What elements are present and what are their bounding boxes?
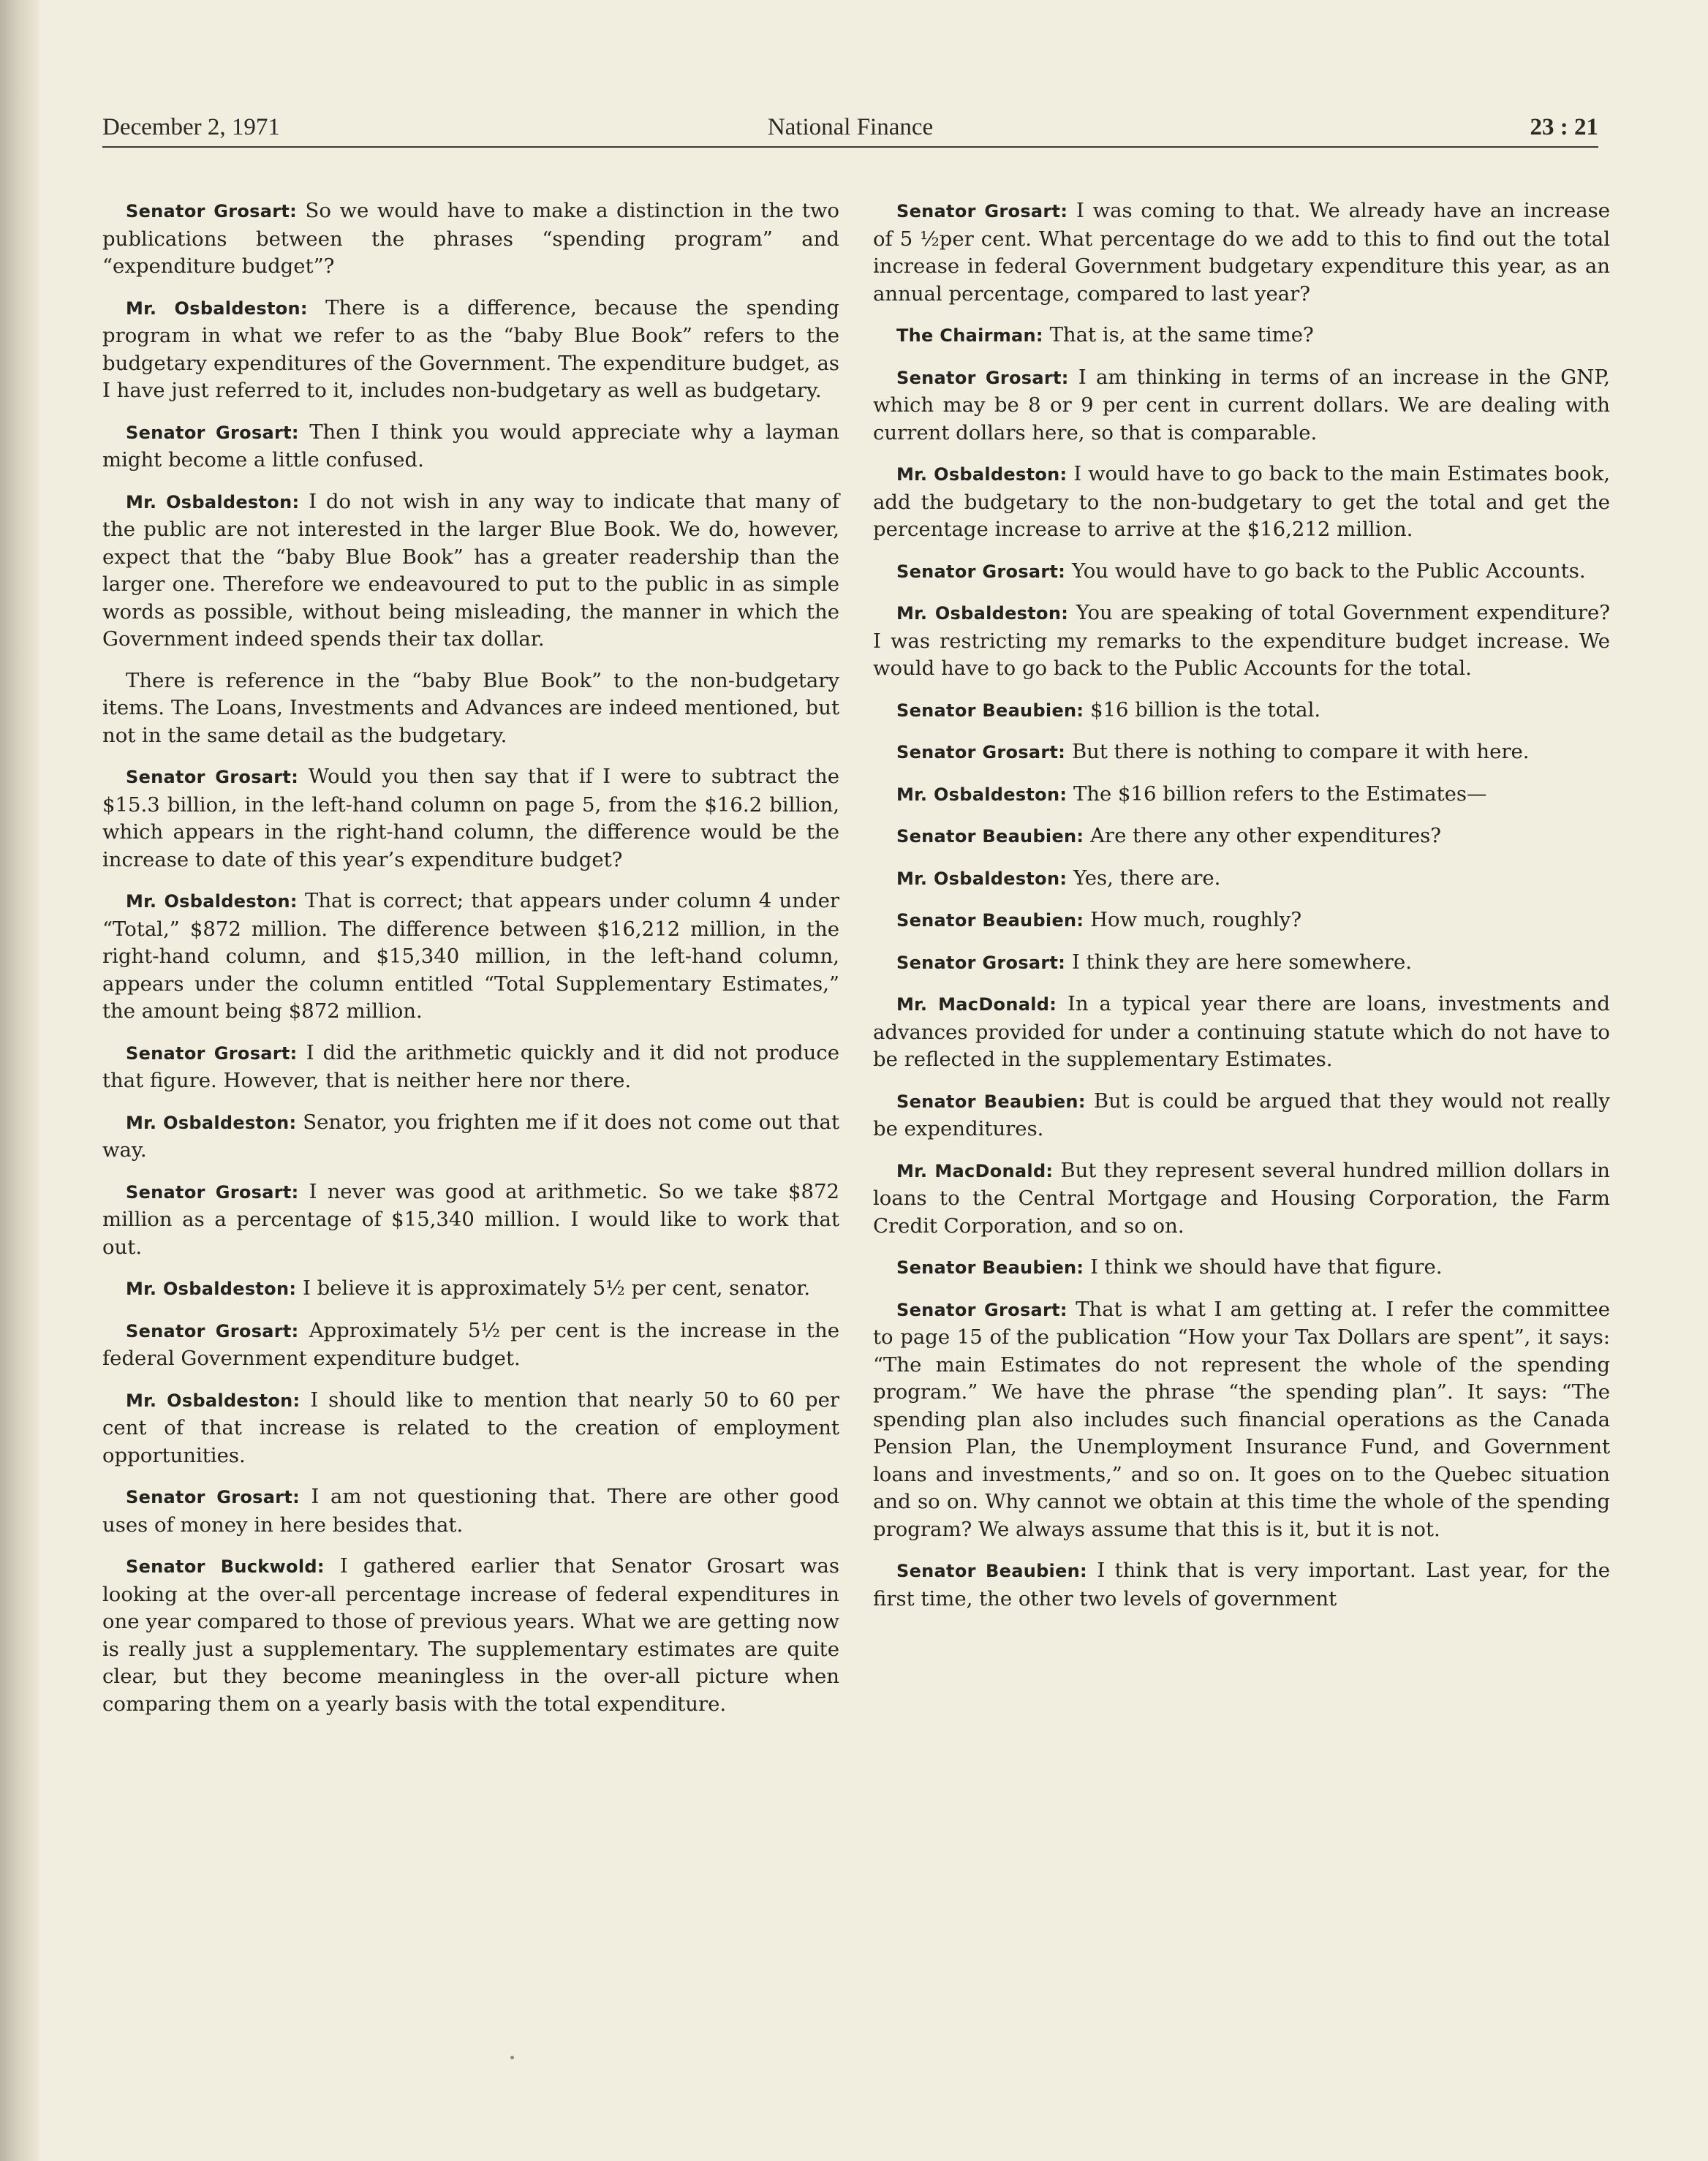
transcript-paragraph (873, 197, 1610, 308)
transcript-paragraph (873, 461, 1610, 544)
transcript-paragraph (873, 697, 1610, 725)
transcript-paragraph (873, 822, 1610, 851)
transcript-paragraph (102, 1317, 839, 1373)
transcript-paragraph (873, 599, 1610, 683)
transcript-paragraph (102, 763, 839, 874)
speaker-name: Senator Beaubien: (896, 1091, 1086, 1112)
speech-text: Are there any other expenditures? (1084, 824, 1441, 847)
header-rule (102, 146, 1598, 148)
speech-text: That is what I am getting at. I refer the committee to page 15 of the publication “How your Tax Dollars are spent”, it says: “The main Estimates do not represent the whole of the spending program.” We have the phrase “the spending plan”. It says: “The spending plan also includes such financial operations as the Canada Pension Plan, the Unemployment Insurance Fund, and Government loans and investments,” and so on. It goes on to the Quebec situation and so on. Why cannot we obtain at this time the whole of the spending program? We always assume that this is it, but it is not. (873, 1297, 1610, 1541)
header-publication: National Finance (767, 114, 934, 140)
transcript-paragraph (873, 322, 1610, 350)
speaker-name: Mr. Osbaldeston: (896, 464, 1068, 485)
transcript-paragraph (873, 364, 1610, 447)
transcript-paragraph (873, 1088, 1610, 1143)
transcript-paragraph (102, 667, 839, 750)
transcript-paragraph (873, 1157, 1610, 1241)
transcript-paragraph (102, 1109, 839, 1165)
speech-text: But they represent several hundred million dollars in loans to the Central Mortgage and Housing Corporation, the Farm Credit Corporation, and so on. (873, 1158, 1610, 1238)
speech-text: I think they are here somewhere. (1065, 950, 1412, 974)
transcript-paragraph (873, 1296, 1610, 1544)
transcript-paragraph (102, 1275, 839, 1303)
speaker-name: Senator Grosart: (896, 367, 1069, 388)
transcript-paragraph (102, 419, 839, 474)
transcript-paragraph (873, 1254, 1610, 1282)
speaker-name: Senator Beaubien: (896, 826, 1084, 847)
speech-text: You would have to go back to the Public Accounts. (1065, 559, 1586, 583)
speaker-name: Senator Grosart: (126, 1320, 299, 1341)
speech-text: $16 billion is the total. (1084, 697, 1321, 722)
paper-speck (510, 2056, 514, 2059)
transcript-paragraph (873, 781, 1610, 809)
speech-text: So we would have to make a distinction in the two publications between the phrases “spending program” and “expenditure budget”? (102, 199, 839, 278)
speaker-name: Mr. Osbaldeston: (126, 891, 298, 912)
transcript-paragraph (102, 488, 839, 654)
transcript-paragraph (102, 1483, 839, 1539)
speaker-name: Mr. Osbaldeston: (896, 868, 1068, 889)
right-column (873, 197, 1610, 1627)
speaker-name: Senator Grosart: (896, 742, 1066, 762)
speech-text: You are speaking of total Government expenditure? I was restricting my remarks to the expenditure budget increase. We would have to go back to the Public Accounts for the total. (873, 601, 1610, 680)
speech-text: There is a difference, because the spending program in what we refer to as the “baby Blue Book” refers to the budgetary expenditures of the Government. The expenditure budget, as I have just referred to it, includes non-budgetary as well as budgetary. (102, 295, 839, 402)
speech-text: I do not wish in any way to indicate that many of the public are not interested in the larger Blue Book. We do, however, expect that the “baby Blue Book” has a greater readership than the larger one. Therefore we endeavoured to put to the public in as simple words as possible, without being misleading, the manner in which the Government indeed spends their tax dollar. (102, 489, 839, 651)
transcript-paragraph (102, 1040, 839, 1095)
speaker-name: Senator Grosart: (126, 201, 298, 222)
transcript-paragraph (102, 888, 839, 1026)
transcript-paragraph (102, 295, 839, 405)
speaker-name: Mr. Osbaldeston: (126, 1390, 301, 1411)
speech-text: The $16 billion refers to the Estimates— (1067, 781, 1487, 806)
transcript-paragraph (102, 1387, 839, 1470)
speech-text: I gathered earlier that Senator Grosart was looking at the over-all percentage increase of federal expenditures in one year compared to those of previous years. What we are getting now is really just a supplementary. The supplementary estimates are quite clear, but they become meaningless in the over-all picture when comparing them on a yearly basis with the total expenditure. (102, 1554, 839, 1716)
transcript-paragraph (873, 558, 1610, 586)
transcript-paragraph (102, 1178, 839, 1262)
speaker-name: Senator Grosart: (126, 1487, 301, 1507)
speech-text: I did the arithmetic quickly and it did not produce that figure. However, that is neither here nor there. (102, 1040, 839, 1092)
speech-text: Yes, there are. (1067, 866, 1221, 890)
speaker-name: Mr. Osbaldeston: (126, 491, 300, 512)
speech-text: I believe it is approximately 5½ per cent, senator. (296, 1276, 811, 1300)
speaker-name: Senator Grosart: (126, 1042, 298, 1064)
speech-text: But there is nothing to compare it with here. (1065, 740, 1530, 763)
left-column (102, 197, 839, 1732)
speaker-name: Senator Grosart: (896, 201, 1068, 222)
speech-text: Approximately 5½ per cent is the increase in the federal Government expenditure budget. (102, 1318, 839, 1370)
transcript-paragraph (873, 949, 1610, 977)
speech-text: I think that is very important. Last year, for the first time, the other two levels of government (873, 1559, 1610, 1611)
speech-text: There is reference in the “baby Blue Book” to the non-budgetary items. The Loans, Investments and Advances are indeed mentioned, but not in the same detail as the budgetary. (102, 668, 839, 747)
speech-text: Then I think you would appreciate why a layman might become a little confused. (102, 420, 839, 472)
speaker-name: Senator Grosart: (126, 1181, 299, 1203)
speaker-name: Mr. Osbaldeston: (126, 298, 308, 319)
transcript-paragraph (873, 865, 1610, 893)
page-binding-shadow (0, 0, 39, 2161)
transcript-paragraph (873, 991, 1610, 1074)
speech-text: How much, roughly? (1084, 908, 1302, 931)
transcript-paragraph (102, 1553, 839, 1718)
speaker-name: Senator Beaubien: (896, 1561, 1087, 1581)
speaker-name: Senator Grosart: (126, 422, 299, 443)
speaker-name: Senator Beaubien: (896, 700, 1084, 721)
speaker-name: Mr. MacDonald: (896, 1160, 1054, 1181)
speech-text: I was coming to that. We already have an increase of 5 ½per cent. What percentage do we add to this to find out the total increase in federal Government budgetary expenditure this year, as an annual percentage, compared to last year? (873, 199, 1610, 306)
speech-text: I am thinking in terms of an increase in the GNP, which may be 8 or 9 per cent in current dollars. We are dealing with current dollars here, so that is comparable. (873, 365, 1610, 444)
speech-text: But is could be argued that they would not really be expenditures. (873, 1089, 1610, 1140)
speaker-name: The Chairman: (896, 325, 1043, 346)
transcript-paragraph (873, 1557, 1610, 1613)
transcript-paragraph (873, 738, 1610, 767)
speech-text: I would have to go back to the main Estimates book, add the budgetary to the non-budgetary to get the total and get the percentage increase to arrive at the $16,212 million. (873, 462, 1610, 541)
speech-text: Would you then say that if I were to subtract the $15.3 billion, in the left-hand column on page 5, from the $16.2 billion, which appears in the right-hand column, the difference would be the increase to date of this year’s expenditure budget? (102, 765, 839, 871)
speech-text: Senator, you frighten me if it does not come out that way. (102, 1110, 840, 1162)
speaker-name: Mr. Osbaldeston: (126, 1112, 297, 1133)
header-date: December 2, 1971 (102, 114, 280, 140)
speech-text: I never was good at arithmetic. So we take $872 million as a percentage of $15,340 million. I would like to work that out. (102, 1179, 839, 1259)
speaker-name: Senator Grosart: (896, 952, 1066, 973)
speaker-name: Senator Grosart: (896, 1299, 1068, 1320)
speech-text: I should like to mention that nearly 50 to 60 per cent of that increase is related to the creation of employment opportunities. (102, 1388, 839, 1467)
header-page-number: 23 : 21 (1530, 114, 1598, 140)
speaker-name: Mr. Osbaldeston: (896, 784, 1068, 805)
speech-text: I think we should have that figure. (1084, 1255, 1443, 1279)
running-header (102, 114, 1598, 151)
speaker-name: Senator Beaubien: (896, 910, 1084, 931)
speaker-name: Senator Grosart: (896, 561, 1066, 582)
speech-text: In a typical year there are loans, investments and advances provided for under a continuing statute which do not have to be reflected in the supplementary Estimates. (873, 992, 1610, 1071)
speech-text: That is correct; that appears under column 4 under “Total,” $872 million. The difference between $16,212 million, in the right-hand column, and $15,340 million, in the left-hand column, appears under the column entitled “Total Supplementary Estimates,” the amount being $872 million. (102, 889, 839, 1023)
speaker-name: Senator Grosart: (126, 767, 299, 787)
speaker-name: Mr. Osbaldeston: (896, 603, 1069, 624)
speaker-name: Senator Beaubien: (896, 1257, 1084, 1278)
speaker-name: Mr. MacDonald: (896, 994, 1057, 1015)
transcript-paragraph (102, 197, 839, 281)
speech-text: That is, at the same time? (1043, 323, 1314, 347)
speaker-name: Senator Buckwold: (126, 1556, 325, 1577)
transcript-paragraph (873, 907, 1610, 935)
speech-text: I am not questioning that. There are other good uses of money in here besides that. (102, 1485, 839, 1537)
speaker-name: Mr. Osbaldeston: (126, 1279, 297, 1299)
